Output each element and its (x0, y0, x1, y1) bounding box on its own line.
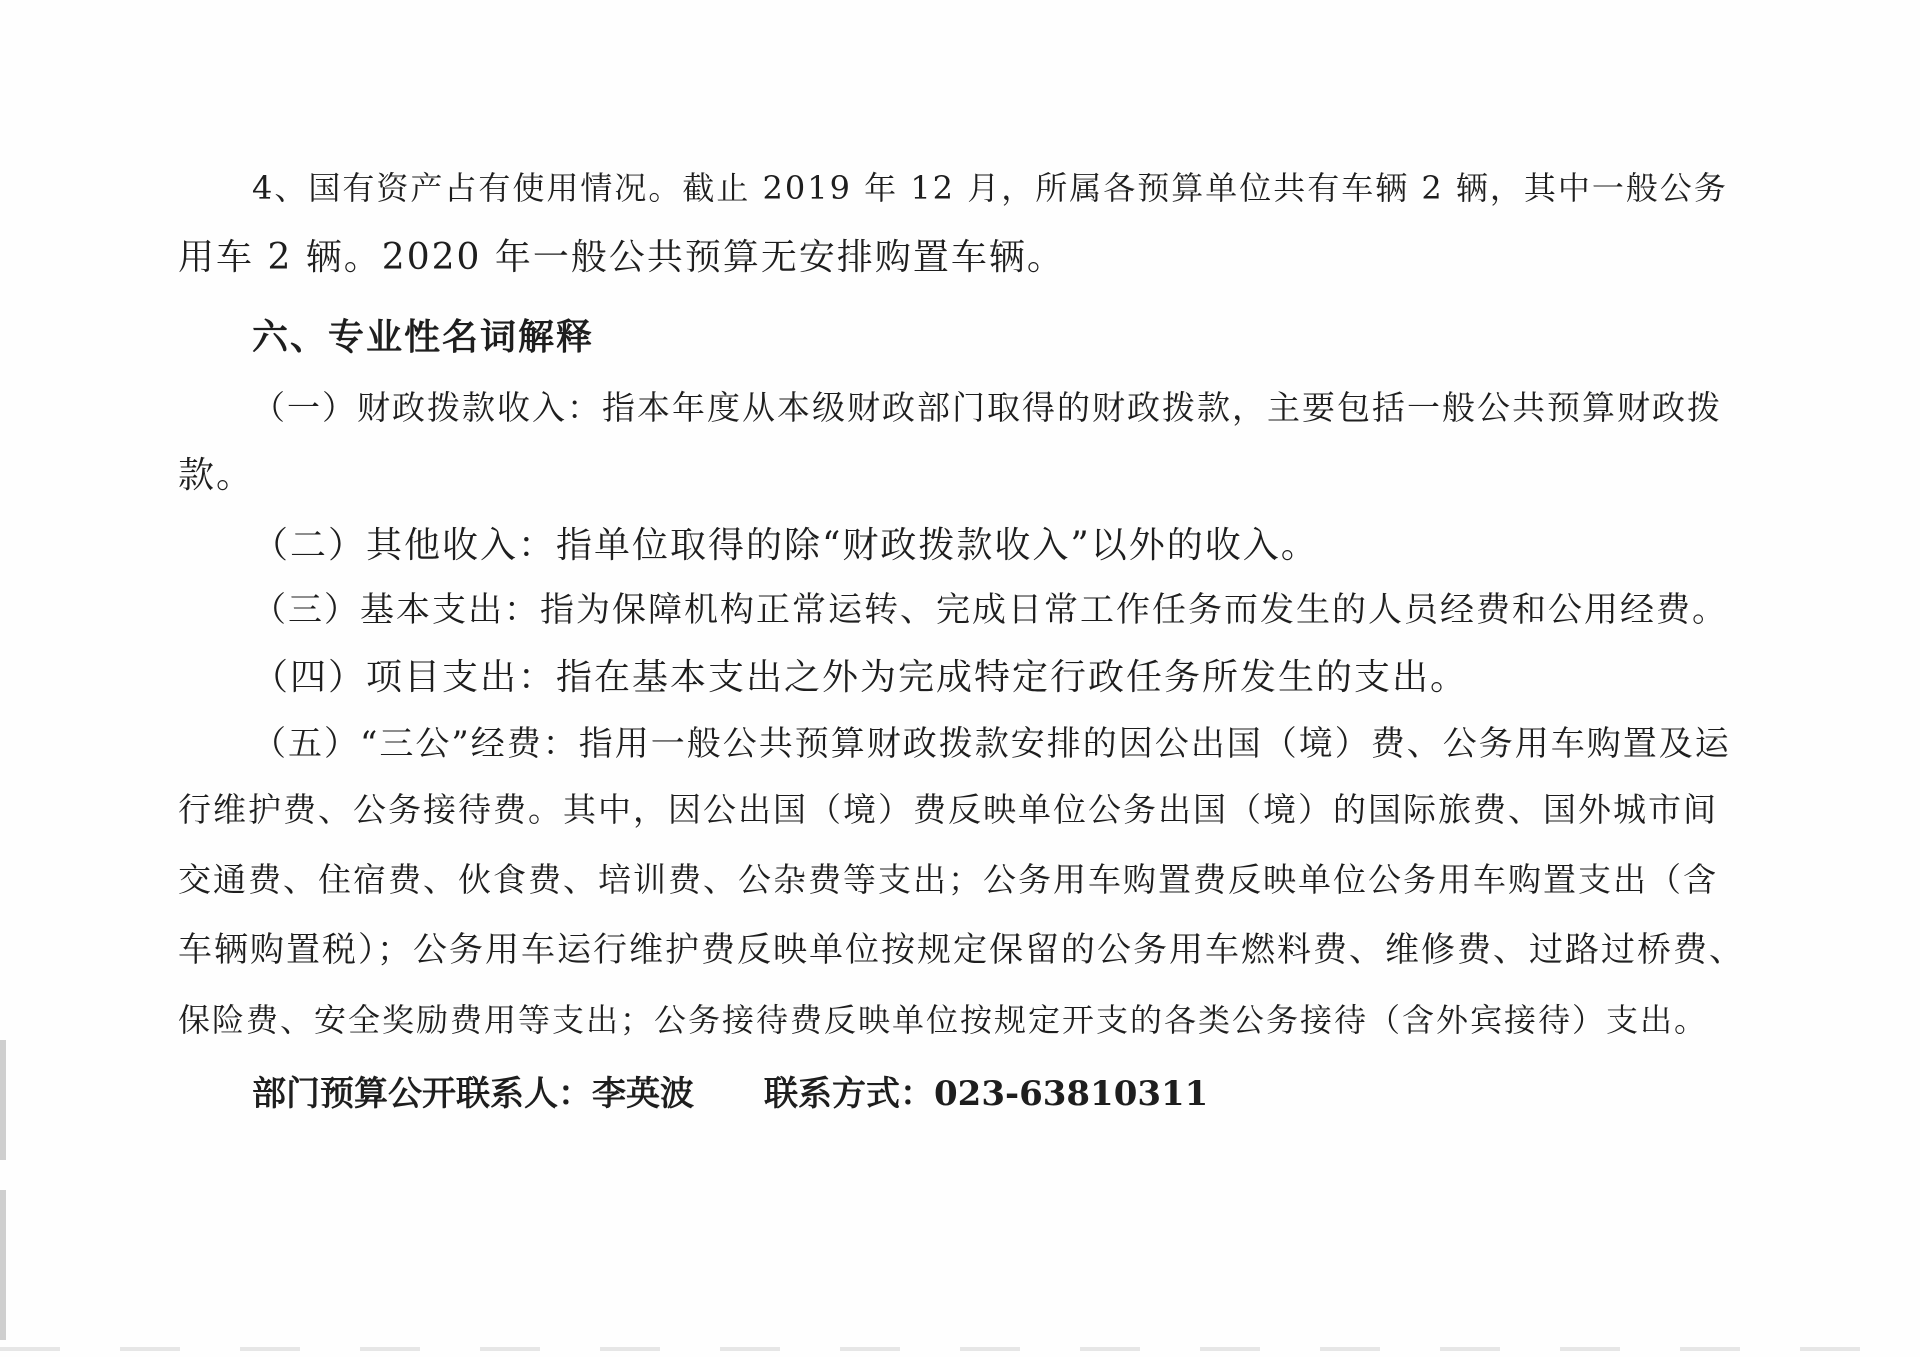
section-heading: 六、专业性名词解释 (252, 317, 595, 358)
definition-three-public-line-3: 交通费、住宿费、伙食费、培训费、公杂费等支出；公务用车购置费反映单位公务用车购置支出（含 (178, 860, 1718, 899)
scan-edge-mark (0, 1040, 6, 1160)
definition-basic-expenditure: （三）基本支出：指为保障机构正常运转、完成日常工作任务而发生的人员经费和公用经费。 (252, 590, 1728, 630)
definition-three-public-line-4: 车辆购置税）；公务用车运行维护费反映单位按规定保留的公务用车燃料费、维修费、过路过桥费、 (178, 930, 1745, 970)
scan-bottom-edge (0, 1347, 1920, 1351)
definition-three-public-line-2: 行维护费、公务接待费。其中，因公出国（境）费反映单位公务出国（境）的国际旅费、国外城市间 (178, 790, 1718, 829)
definition-fiscal-income-line-2: 款。 (178, 455, 255, 496)
contact-person-name: 李英波 (592, 1074, 694, 1114)
definition-three-public-line-5: 保险费、安全奖励费用等支出；公务接待费反映单位按规定开支的各类公务接待（含外宾接待）支出。 (178, 1001, 1709, 1039)
contact-phone-label: 联系方式： (764, 1074, 934, 1114)
contact-info (252, 1072, 1208, 1116)
definition-other-income: （二）其他收入：指单位取得的除“财政拨款收入”以外的收入。 (252, 525, 1319, 566)
definition-three-public-line-1: （五）“三公”经费：指用一般公共预算财政拨款安排的因公出国（境）费、公务用车购置及运 (252, 724, 1731, 764)
definition-fiscal-income-line-1: （一）财政拨款收入：指本年度从本级财政部门取得的财政拨款，主要包括一般公共预算财政拨 (252, 388, 1722, 427)
scan-edge-mark-lower (0, 1190, 6, 1340)
asset-usage-line-1: 4、国有资产占有使用情况。截止 2019 年 12 月，所属各预算单位共有车辆 2 辆，其中一般公务 (252, 169, 1728, 207)
asset-usage-line-2: 用车 2 辆。2020 年一般公共预算无安排购置车辆。 (178, 237, 1065, 278)
definition-project-expenditure: （四）项目支出：指在基本支出之外为完成特定行政任务所发生的支出。 (252, 657, 1469, 698)
contact-person-label: 部门预算公开联系人： (252, 1074, 592, 1114)
contact-phone: 023-63810311 (934, 1074, 1209, 1114)
